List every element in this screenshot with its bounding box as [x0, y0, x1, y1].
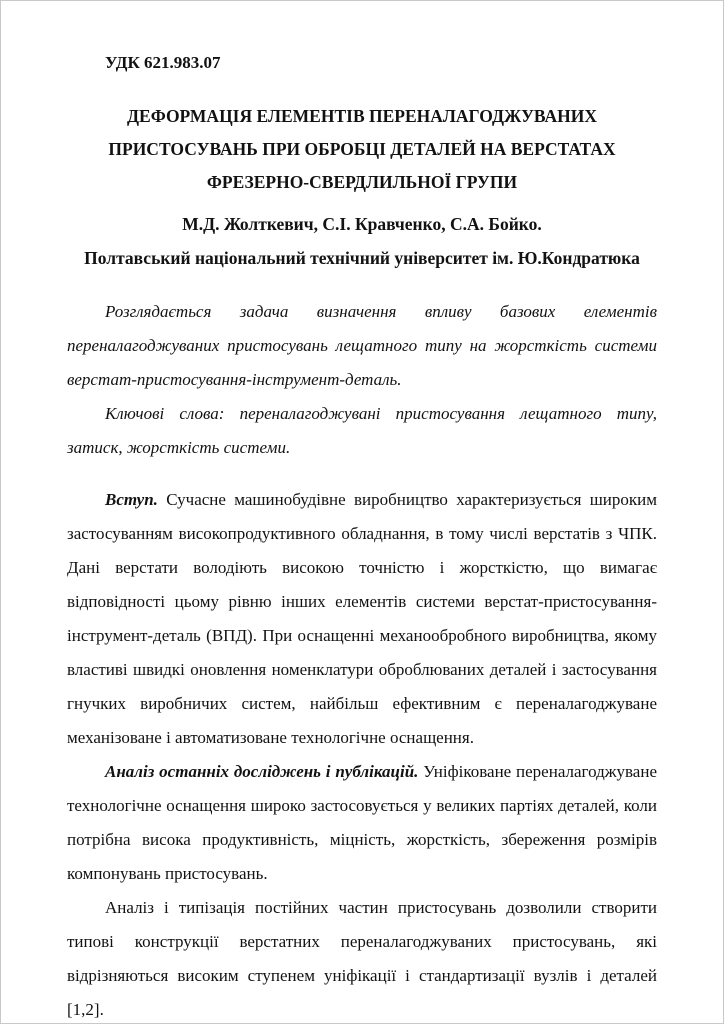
paper-title-line-3: ФРЕЗЕРНО-СВЕРДЛИЛЬНОЇ ГРУПИ: [206, 172, 518, 192]
paragraph-intro-text: Сучасне машинобудівне виробництво характеризується широким застосуванням високопродуктивного обладнання, в тому числі верстатів з ЧПК. Дані верстати володіють високою точністю і жорсткістю, що вимагає відповідності цьому рівню інших елементів системи верстат-пристосування-інструмент-деталь (ВПД). При оснащенні механообробного виробництва, якому властиві швидкі оновлення номенклатури оброблюваних деталей і застосування гнучких виробничих систем, найбільш ефективним є переналагоджуване механізоване і автоматизоване технологічне оснащення.: [67, 490, 657, 747]
keywords-text: переналагоджувані пристосування лещатного типу, затиск, жорсткість системи.: [67, 404, 657, 457]
paragraph-analysis-lead: Аналіз останніх досліджень і публікацій.: [105, 762, 419, 781]
paragraph-typification: [67, 891, 657, 1024]
body-text: [67, 483, 657, 1024]
udc-number: УДК 621.983.07: [105, 53, 221, 72]
paper-title: [67, 100, 657, 199]
paragraph-analysis-text: Уніфіковане переналагоджуване технологічне оснащення широко застосовується у великих партіях деталей, коли потрібна висока продуктивність, міцність, жорсткість, збереження розмірів компонувань пристосувань.: [67, 762, 657, 883]
affiliation-line: Полтавський національний технічний університет ім. Ю.Кондратюка: [84, 248, 640, 268]
authors-line: М.Д. Жолткевич, С.І. Кравченко, С.А. Бойко.: [182, 214, 542, 234]
paragraph-typification-text: Аналіз і типізація постійних частин пристосувань дозволили створити типові конструкції верстатних переналагоджуваних пристосувань, які відрізняються високим ступенем уніфікації і стандартизації вузлів і деталей [1,2].: [67, 898, 657, 1019]
paragraph-analysis: [67, 755, 657, 891]
paragraph-intro: [67, 483, 657, 755]
keywords-label: Ключові слова:: [105, 404, 225, 423]
paragraph-intro-lead: Вступ.: [105, 490, 158, 509]
abstract-paragraph: Розглядається задача визначення впливу базових елементів переналагоджуваних пристосувань лещатного типу на жорсткість системи верстат-пристосування-інструмент-деталь.: [67, 302, 657, 389]
paper-title-line-1: ДЕФОРМАЦІЯ ЕЛЕМЕНТІВ ПЕРЕНАЛАГОДЖУВАНИХ: [126, 106, 598, 126]
keywords-paragraph: [67, 397, 657, 465]
paper-title-line-2: ПРИСТОСУВАНЬ ПРИ ОБРОБЦІ ДЕТАЛЕЙ НА ВЕРСТАТАХ: [108, 139, 616, 159]
abstract-block: [67, 295, 657, 465]
